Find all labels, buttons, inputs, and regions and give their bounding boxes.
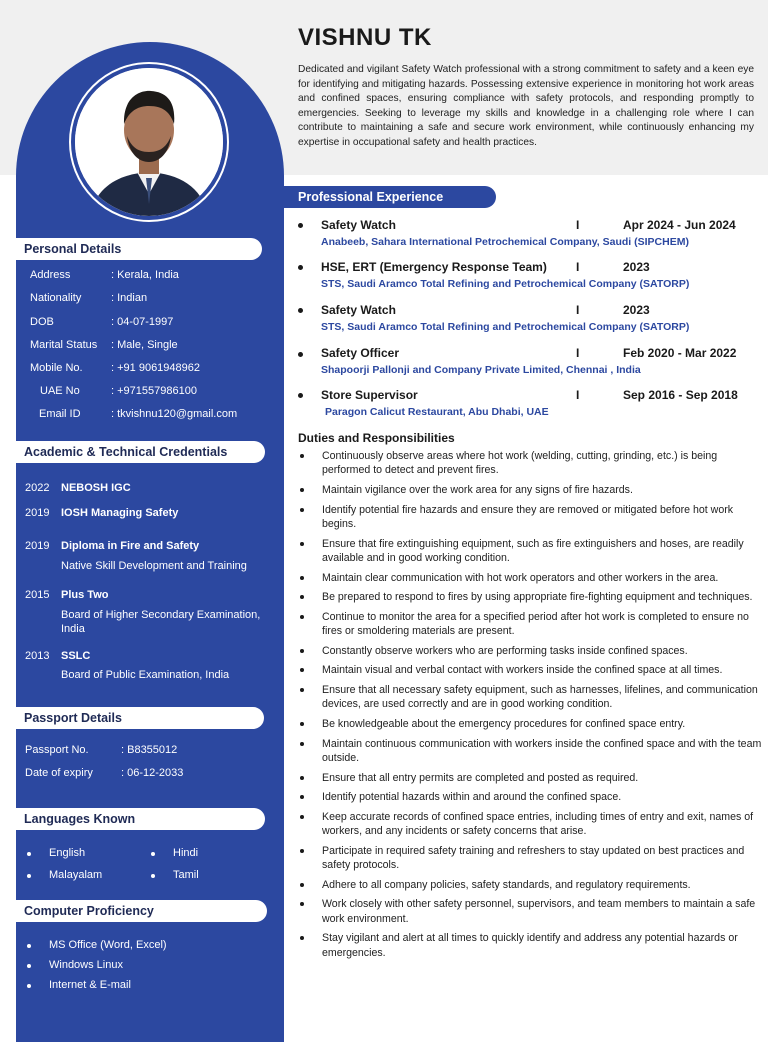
credential-title: Plus Two <box>61 589 109 601</box>
duty-item <box>298 537 766 566</box>
duty-text: Ensure that all entry permits are completed and posted as required. <box>322 771 639 784</box>
duty-text: Be knowledgeable about the emergency procedures for confined space entry. <box>322 717 686 730</box>
language-item: English <box>49 847 86 859</box>
language-item: Hindi <box>173 847 199 859</box>
credential-year: 2015 <box>25 589 50 601</box>
credential-org: Board of Higher Secondary Examination, India <box>61 609 261 635</box>
experience-org: STS, Saudi Aramco Total Refining and Petrochemical Company (SATORP) <box>321 321 690 333</box>
duty-item <box>298 717 766 731</box>
profile-summary: Dedicated and vigilant Safety Watch professional with a strong commitment to safety and a keen eye for identifying and mitigating hazards. Possessing extensive experience in monitoring hot work areas and confined spaces, ensuring compliance with safety protocols, and responding promptly to emergencies. Seeking to leverage my skills and knowledge in a challenging role where I can contribute to maintaining a safe and secure work environment, while continuously enhancing my expertise in occupational safety and health practices. <box>298 64 754 148</box>
experience-separator: I <box>576 346 580 360</box>
duty-item <box>298 683 766 712</box>
bullet-icon <box>300 936 304 940</box>
bullet-icon <box>300 722 304 726</box>
address-value: : Kerala, India <box>111 269 179 281</box>
computer-skill-item: Internet & E-mail <box>49 979 131 991</box>
bullet-icon <box>27 964 31 968</box>
duty-text: Maintain vigilance over the work area for any signs of fire hazards. <box>322 484 633 496</box>
credential-org: Board of Public Examination, India <box>61 669 230 681</box>
experience-date: 2023 <box>623 260 650 274</box>
duty-item <box>298 590 766 604</box>
experience-role: Safety Officer <box>321 346 400 360</box>
bullet-icon <box>300 902 304 906</box>
duty-item <box>298 483 766 497</box>
mobile-value: : +91 9061948962 <box>111 362 201 374</box>
bullet-icon <box>27 852 31 856</box>
experience-date: Sep 2016 - Sep 2018 <box>623 388 738 402</box>
professional-experience-heading: Professional Experience <box>284 186 496 208</box>
bullet-icon <box>298 223 303 228</box>
email-value[interactable]: : tkvishnu120@gmail.com <box>111 408 238 420</box>
duty-text: Maintain continuous communication with workers inside the confined space and with the team outside. <box>322 737 762 764</box>
duty-text: Ensure that fire extinguishing equipment, such as fire extinguishers and hoses, are readily available and in good working condition. <box>322 537 744 564</box>
experience-separator: I <box>576 218 580 232</box>
bullet-icon <box>300 688 304 692</box>
address-label: Address <box>30 269 71 281</box>
candidate-name: VISHNU TK <box>298 24 432 51</box>
bullet-icon <box>27 984 31 988</box>
credential-year: 2022 <box>25 482 50 494</box>
bullet-icon <box>300 795 304 799</box>
passport-details-heading: Passport Details <box>16 707 264 729</box>
experience-date: 2023 <box>623 303 650 317</box>
experience-date: Feb 2020 - Mar 2022 <box>623 346 737 360</box>
experience-role: Safety Watch <box>321 218 396 232</box>
experience-org: Shapoorji Pallonji and Company Private Limited, Chennai , India <box>321 364 641 376</box>
marital-status-label: Marital Status <box>30 339 98 351</box>
nationality-label: Nationality <box>30 292 82 304</box>
duties-list <box>298 449 766 965</box>
experience-org: Anabeeb, Sahara International Petrochemical Company, Saudi (SIPCHEM) <box>321 236 689 248</box>
bullet-icon <box>298 265 303 270</box>
duties-heading: Duties and Responsibilities <box>298 431 455 445</box>
credential-title: Diploma in Fire and Safety <box>61 540 200 552</box>
bullet-icon <box>298 393 303 398</box>
email-label: Email ID <box>39 408 81 420</box>
credential-title: NEBOSH IGC <box>61 482 131 494</box>
experience-separator: I <box>576 303 580 317</box>
bullet-icon <box>151 852 155 856</box>
duty-text: Identify potential hazards within and around the confined space. <box>322 791 622 804</box>
language-item: Tamil <box>173 869 199 881</box>
duty-item <box>298 610 766 639</box>
duty-item <box>298 449 766 478</box>
bullet-icon <box>300 849 304 853</box>
duty-item <box>298 897 766 926</box>
bullet-icon <box>300 776 304 780</box>
bullet-icon <box>300 668 304 672</box>
duty-text: Maintain clear communication with hot work operators and other workers in the area. <box>322 571 719 584</box>
dob-value: : 04-07-1997 <box>111 316 174 328</box>
credential-year: 2013 <box>25 650 50 662</box>
bullet-icon <box>151 874 155 878</box>
duty-text: Ensure that all necessary safety equipment, such as harnesses, lifelines, and communication devices, are used correctly and are in good working condition. <box>322 683 758 711</box>
languages-heading: Languages Known <box>16 808 265 830</box>
experience-separator: I <box>576 388 580 402</box>
bullet-icon <box>300 615 304 619</box>
mobile-label: Mobile No. <box>30 362 83 374</box>
bullet-icon <box>298 308 303 313</box>
duty-item <box>298 878 766 892</box>
bullet-icon <box>300 883 304 887</box>
experience-date: Apr 2024 - Jun 2024 <box>623 218 736 232</box>
credential-year: 2019 <box>25 507 50 519</box>
duty-item <box>298 644 766 658</box>
profile-photo <box>75 68 223 216</box>
bullet-icon <box>300 742 304 746</box>
credential-title: IOSH Managing Safety <box>61 507 179 519</box>
duty-item <box>298 737 766 766</box>
duty-text: Continue to monitor the area for a specified period after hot work is completed to ensure no fires or smoldering materials are present. <box>322 610 749 638</box>
bullet-icon <box>300 454 304 458</box>
bullet-icon <box>300 649 304 653</box>
passport-no-value: : B8355012 <box>121 744 178 756</box>
duty-text: Keep accurate records of confined space entries, including times of entry and exit, names of workers, and any incidents or safety concerns that arise. <box>322 810 754 838</box>
bullet-icon <box>300 815 304 819</box>
uae-no-label: UAE No <box>40 385 80 397</box>
credential-year: 2019 <box>25 540 50 552</box>
date-of-expiry-label: Date of expiry <box>25 767 93 779</box>
duty-item <box>298 790 766 804</box>
duty-item <box>298 663 766 677</box>
experience-role: HSE, ERT (Emergency Response Team) <box>321 260 547 274</box>
experience-role: Safety Watch <box>321 303 396 317</box>
marital-status-value: : Male, Single <box>111 339 178 351</box>
bullet-icon <box>300 595 304 599</box>
duty-text: Constantly observe workers who are performing tasks inside confined spaces. <box>322 644 688 657</box>
duty-text: Work closely with other safety personnel, supervisors, and team members to maintain a safe work environment. <box>322 898 756 925</box>
bullet-icon <box>300 488 304 492</box>
date-of-expiry-value: : 06-12-2033 <box>121 767 184 779</box>
duty-item <box>298 810 766 839</box>
bullet-icon <box>27 874 31 878</box>
duty-item <box>298 771 766 785</box>
duty-item <box>298 571 766 585</box>
experience-org: Paragon Calicut Restaurant, Abu Dhabi, UAE <box>325 406 549 418</box>
bullet-icon <box>300 576 304 580</box>
duty-text: Maintain visual and verbal contact with workers inside the confined space at all times. <box>322 664 723 677</box>
experience-org: STS, Saudi Aramco Total Refining and Petrochemical Company (SATORP) <box>321 278 690 290</box>
duty-text: Stay vigilant and alert at all times to quickly identify and address any potential hazards or emergencies. <box>322 932 738 959</box>
passport-no-label: Passport No. <box>25 744 89 756</box>
bullet-icon <box>27 944 31 948</box>
duty-text: Participate in required safety training and refreshers to stay updated on best practices and safety protocols. <box>322 844 745 872</box>
credential-title: SSLC <box>61 650 91 662</box>
computer-proficiency-heading: Computer Proficiency <box>16 900 267 922</box>
credentials-heading: Academic & Technical Credentials <box>16 441 265 463</box>
duty-item <box>298 931 766 960</box>
bullet-icon <box>300 542 304 546</box>
uae-no-value: : +971557986100 <box>111 385 197 397</box>
computer-skill-item: MS Office (Word, Excel) <box>49 939 167 951</box>
nationality-value: : Indian <box>111 292 148 304</box>
bullet-icon <box>300 508 304 512</box>
language-item: Malayalam <box>49 869 103 881</box>
duty-text: Adhere to all company policies, safety standards, and regulatory requirements. <box>322 878 691 891</box>
dob-label: DOB <box>30 316 54 328</box>
personal-details-heading: Personal Details <box>16 238 262 260</box>
profile-photo-frame <box>69 62 229 222</box>
credential-org: Native Skill Development and Training <box>61 560 247 572</box>
duty-text: Identify potential fire hazards and ensure they are removed or mitigated before hot work begins. <box>322 503 734 530</box>
duty-item <box>298 503 766 532</box>
computer-skill-item: Windows Linux <box>49 959 123 971</box>
experience-role: Store Supervisor <box>321 388 418 402</box>
duty-text: Continuously observe areas where hot work (welding, cutting, grinding, etc.) is being performed to detect and prevent fires. <box>322 450 718 477</box>
duty-text: Be prepared to respond to fires by using appropriate fire-fighting equipment and techniques. <box>322 591 753 604</box>
bullet-icon <box>298 352 303 357</box>
duty-item <box>298 844 766 873</box>
experience-separator: I <box>576 260 580 274</box>
